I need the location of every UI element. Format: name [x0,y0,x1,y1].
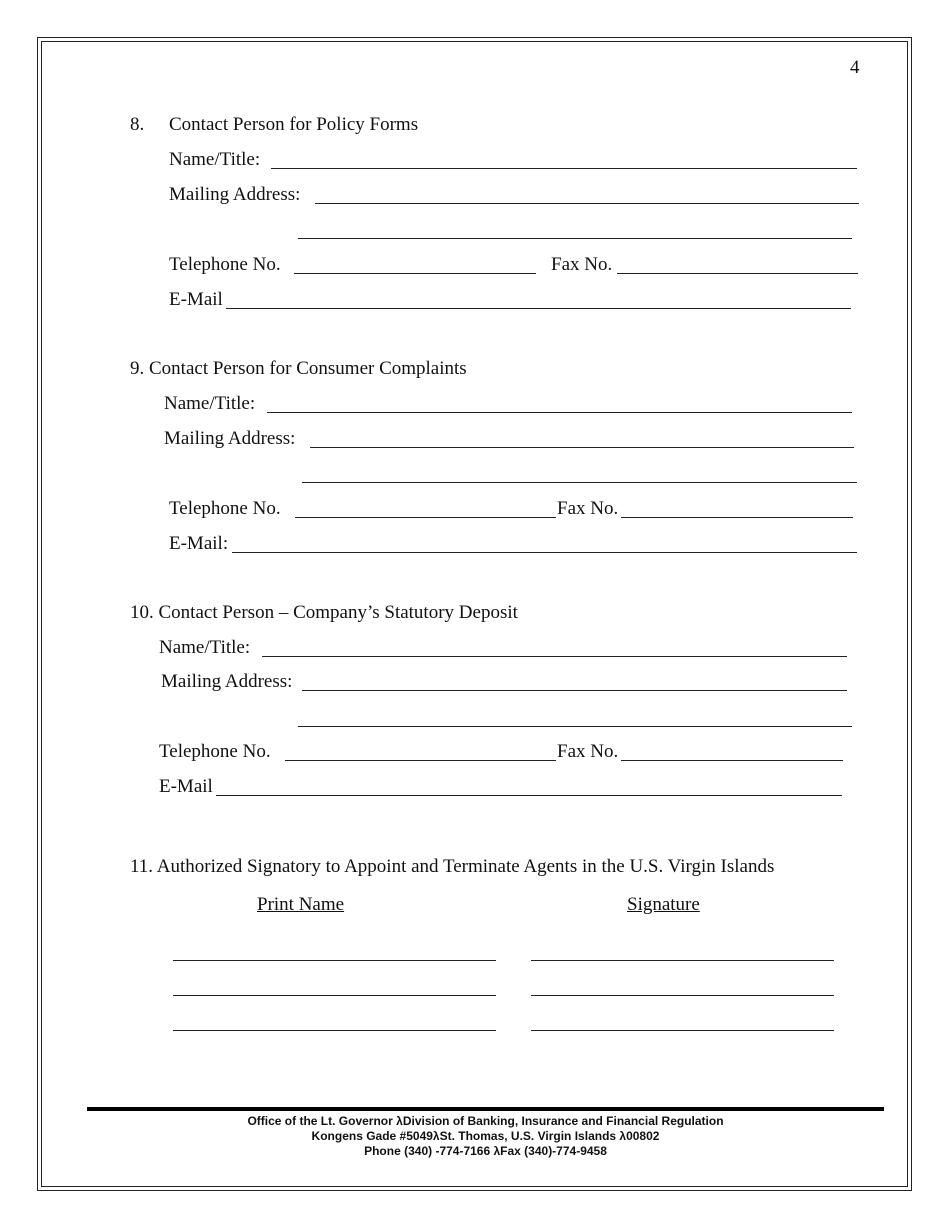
print-name-field-3[interactable] [173,1030,496,1031]
s8-fax-label: Fax No. [551,254,613,275]
signature-field-2[interactable] [531,995,834,996]
s8-fax-field[interactable] [617,273,858,274]
s10-address-label: Mailing Address: [161,671,293,692]
s8-email-field[interactable] [226,308,851,309]
s8-name-field[interactable] [271,168,857,169]
s10-name-field[interactable] [262,656,847,657]
footer-line-3: Phone (340) -774-7166 λFax (340)-774-9458 [364,1144,607,1158]
s8-name-label: Name/Title: [169,149,261,170]
print-name-header: Print Name [257,894,345,915]
print-name-field-1[interactable] [173,960,496,961]
s8-address-field[interactable] [315,203,859,204]
s10-email-label: E-Mail [159,776,213,797]
s9-phone-field[interactable] [295,517,556,518]
section-9-heading: 9. Contact Person for Consumer Complaints [130,358,467,379]
s10-address-field[interactable] [302,690,847,691]
print-name-field-2[interactable] [173,995,496,996]
s8-email-label: E-Mail [169,289,223,310]
s10-email-field[interactable] [216,795,842,796]
signature-field-3[interactable] [531,1030,834,1031]
section-10-heading: 10. Contact Person – Company’s Statutory Deposit [130,602,518,623]
signature-field-1[interactable] [531,960,834,961]
s9-address-field-line2[interactable] [302,482,857,483]
s9-address-field[interactable] [310,447,854,448]
footer-rule [87,1107,884,1111]
s9-name-field[interactable] [267,412,852,413]
s9-fax-field[interactable] [621,517,853,518]
s9-phone-label: Telephone No. [169,498,281,519]
footer-line-2: Kongens Gade #5049λSt. Thomas, U.S. Virgin Islands λ00802 [311,1129,660,1143]
section-8-heading: Contact Person for Policy Forms [169,114,419,135]
s10-fax-label: Fax No. [557,741,619,762]
s8-address-label: Mailing Address: [169,184,301,205]
s10-name-label: Name/Title: [159,637,251,658]
s10-fax-field[interactable] [621,760,843,761]
page-number: 4 [850,57,860,78]
section-11-heading: 11. Authorized Signatory to Appoint and Terminate Agents in the U.S. Virgin Islands [130,856,775,877]
s10-address-field-line2[interactable] [298,726,852,727]
s8-phone-label: Telephone No. [169,254,281,275]
s8-address-field-line2[interactable] [298,238,852,239]
s10-phone-label: Telephone No. [159,741,271,762]
s9-email-field[interactable] [232,552,857,553]
section-8-number: 8. [130,114,145,135]
s9-name-label: Name/Title: [164,393,256,414]
s9-email-label: E-Mail: [169,533,229,554]
s9-fax-label: Fax No. [557,498,619,519]
footer-line-1: Office of the Lt. Governor λDivision of Banking, Insurance and Financial Regulation [247,1114,724,1128]
s10-phone-field[interactable] [285,760,556,761]
s9-address-label: Mailing Address: [164,428,296,449]
signature-header: Signature [627,894,700,915]
s8-phone-field[interactable] [294,273,536,274]
